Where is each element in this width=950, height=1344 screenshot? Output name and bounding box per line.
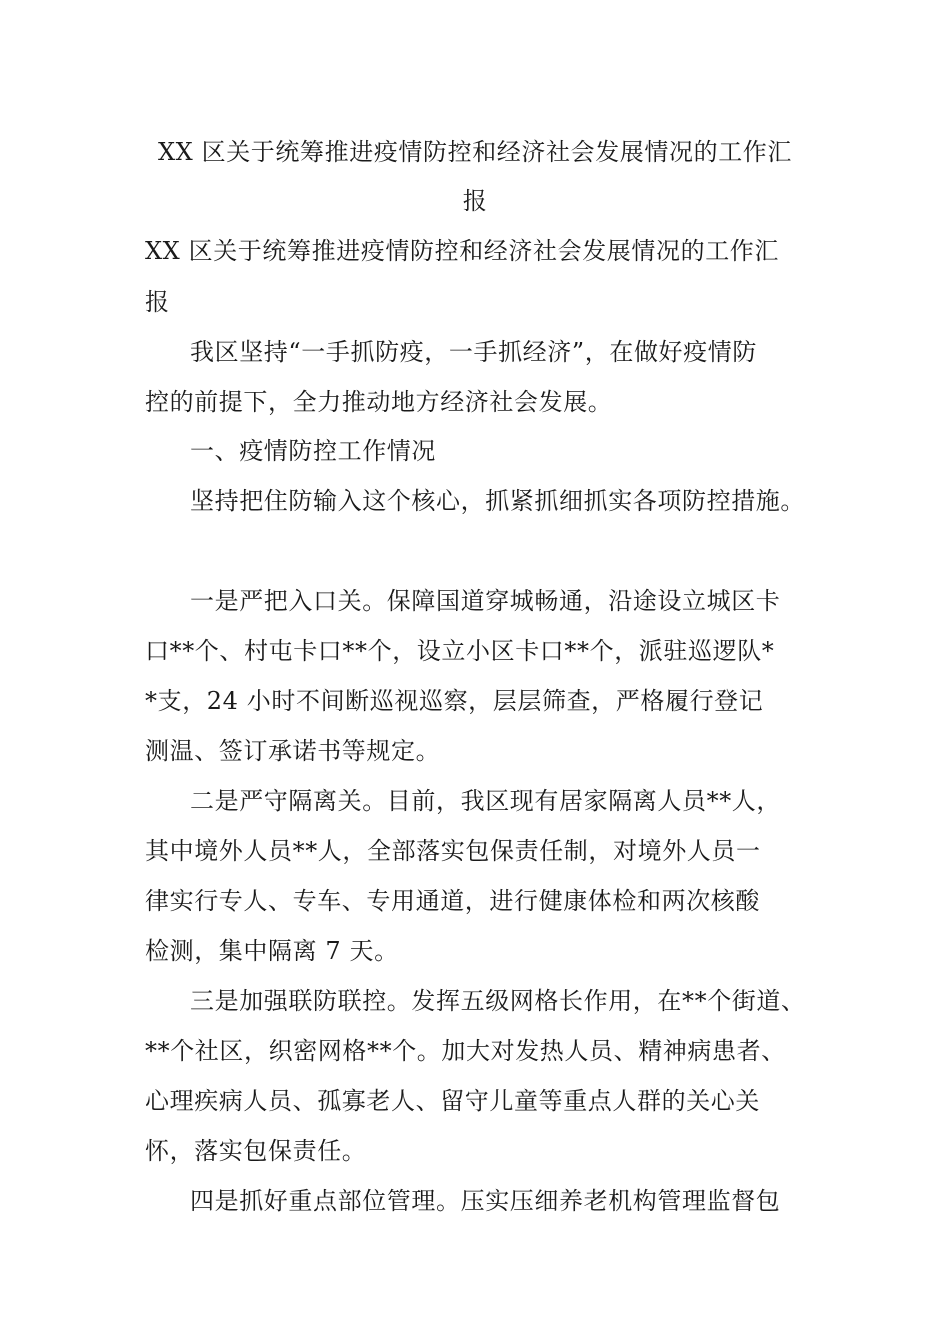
item3-line-1: 三是加强联防联控。发挥五级网格长作用，在**个街道、 <box>190 987 806 1015</box>
intro-line-2: 控的前提下，全力推动地方经济社会发展。 <box>145 388 613 416</box>
item1-line-4: 测温、签订承诺书等规定。 <box>145 737 441 765</box>
item3-line-2: **个社区，织密网格**个。加大对发热人员、精神病患者、 <box>145 1037 786 1065</box>
section-lead: 坚持把住防输入这个核心，抓紧抓细抓实各项防控措施。 <box>190 487 805 515</box>
item2-line-1: 二是严守隔离关。目前，我区现有居家隔离人员**人， <box>190 787 781 815</box>
item1-line-2: 口**个、村屯卡口**个，设立小区卡口**个，派驻巡逻队* <box>145 637 775 665</box>
repeat-title-line-2: 报 <box>145 288 170 316</box>
item4-line-1: 四是抓好重点部位管理。压实压细养老机构管理监督包 <box>190 1187 781 1215</box>
document-title-line-1: XX 区关于统筹推进疫情防控和经济社会发展情况的工作汇 <box>158 138 792 166</box>
section-heading: 一、疫情防控工作情况 <box>190 437 436 465</box>
item2-line-4: 检测，集中隔离 7 天。 <box>145 937 399 965</box>
item3-line-4: 怀，落实包保责任。 <box>145 1137 367 1165</box>
item1-line-1: 一是严把入口关。保障国道穿城畅通，沿途设立城区卡 <box>190 587 781 615</box>
intro-line-1: 我区坚持“一手抓防疫，一手抓经济”，在做好疫情防 <box>190 338 757 366</box>
repeat-title-line-1: XX 区关于统筹推进疫情防控和经济社会发展情况的工作汇 <box>145 237 779 265</box>
item1-line-3: *支，24 小时不间断巡视巡察，层层筛查，严格履行登记 <box>145 687 764 715</box>
document-title-line-2: 报 <box>462 187 488 215</box>
item2-line-2: 其中境外人员**人，全部落实包保责任制，对境外人员一 <box>145 837 761 865</box>
item2-line-3: 律实行专人、专车、专用通道，进行健康体检和两次核酸 <box>145 887 760 915</box>
item3-line-3: 心理疾病人员、孤寡老人、留守儿童等重点人群的关心关 <box>145 1087 760 1115</box>
